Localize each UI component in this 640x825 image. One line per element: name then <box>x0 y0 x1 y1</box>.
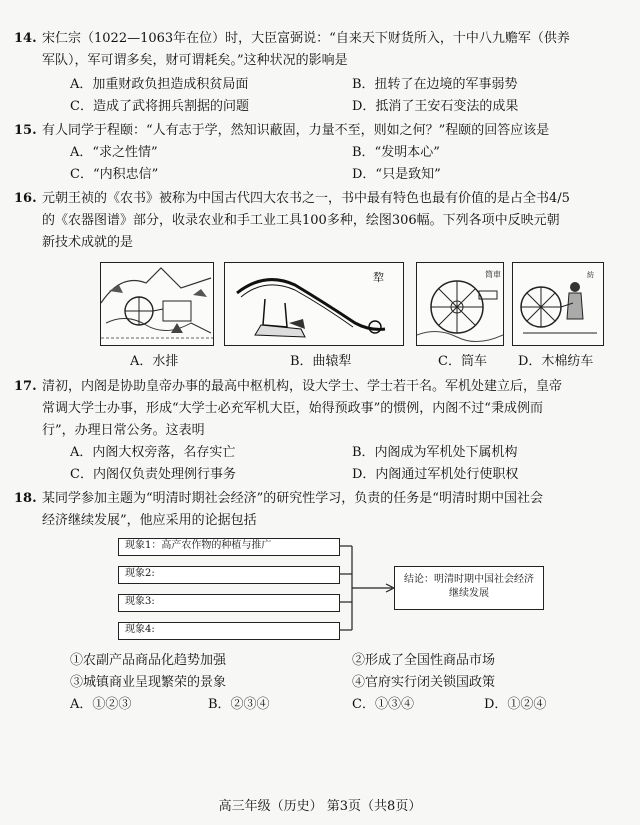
q17-option-b: B．内阁成为军机处下属机构 <box>352 445 518 460</box>
phenomenon-1-box: 现象1：高产农作物的种植与推广 <box>118 538 340 556</box>
q18-number: 18. <box>14 491 37 506</box>
q18-item-4: ④官府实行闭关锁国政策 <box>352 675 496 690</box>
q15-option-c: C．“内积忠信” <box>70 167 159 182</box>
q18-item-2: ②形成了全国性商品市场 <box>352 653 496 668</box>
q15-option-b: B．“发明本心” <box>352 145 440 160</box>
q17-stem-line3: 行”，办理日常公务。这表明 <box>42 423 205 438</box>
q16-caption-d: D．木棉纺车 <box>518 354 594 369</box>
q18-stem-line2: 经济继续发展”，他应采用的论据包括 <box>42 513 257 528</box>
svg-text:犂: 犂 <box>373 271 384 284</box>
q14-number: 14. <box>14 31 37 46</box>
q15-option-d: D．“只是致知” <box>352 167 441 182</box>
conclusion-line1: 结论：明清时期中国社会经济 <box>404 574 534 585</box>
svg-text:筒車: 筒車 <box>485 270 501 279</box>
q14-option-a: A．加重财政负担造成积贫局面 <box>70 77 249 92</box>
q14-option-b: B．扭转了在边境的军事弱势 <box>352 77 518 92</box>
q14-option-d: D．抵消了王安石变法的成果 <box>352 99 519 114</box>
conclusion-line2: 继续发展 <box>449 588 489 599</box>
q18-item-1: ①农副产品商品化趋势加强 <box>70 653 227 668</box>
q18-stem-line1: 某同学参加主题为“明清时期社会经济”的研究性学习，负责的任务是“明清时期中国社会 <box>42 491 543 506</box>
q16-stem-line2: 的《农器图谱》部分，收录农业和手工业工具100多种，绘图306幅。下列各项中反映元朝 <box>42 213 560 228</box>
q17-stem-line2: 常调大学士办事，形成“大学士必充军机大臣，始得预政事”的惯例，内阁不过“秉成例而 <box>42 401 543 416</box>
svg-text:紡: 紡 <box>587 271 594 279</box>
q16-stem-line1: 元朝王祯的《农书》被称为中国古代四大农书之一，书中最有特色也最有价值的是占全书4/5 <box>42 191 570 206</box>
q16-stem-line3: 新技术成就的是 <box>42 235 134 250</box>
q17-stem-line1: 清初，内阁是协助皇帝办事的最高中枢机构，设大学士、学士若干名。军机处建立后，皇帝 <box>42 379 563 394</box>
page-footer: 高三年级（历史） 第3页（共8页） <box>218 799 422 814</box>
q18-option-a: A．①②③ <box>70 697 132 712</box>
phenomenon-3-box: 现象3: <box>118 594 340 612</box>
q18-option-c: C．①③④ <box>352 697 414 712</box>
conclusion-box <box>394 566 544 610</box>
q14-stem-line1: 宋仁宗（1022—1063年在位）时，大臣富弼说：“自来天下财货所入，十中八九赡军（供养 <box>42 31 570 46</box>
q18-option-b: B．②③④ <box>208 697 270 712</box>
phenomenon-2-box: 现象2: <box>118 566 340 584</box>
q15-option-a: A．“求之性情” <box>70 145 158 160</box>
q16-caption-c: C．筒车 <box>438 354 487 369</box>
q14-stem-line2: 军队），军可谓多矣，财可谓耗矣。”这种状况的影响是 <box>42 53 348 68</box>
q16-number: 16. <box>14 191 37 206</box>
q17-option-d: D．内阁通过军机处行使职权 <box>352 467 519 482</box>
phenomenon-4-box: 现象4: <box>118 622 340 640</box>
q16-caption-b: B．曲辕犁 <box>290 354 352 369</box>
q17-number: 17. <box>14 379 37 394</box>
q17-option-a: A．内阁大权旁落，名存实亡 <box>70 445 236 460</box>
q16-caption-a: A．水排 <box>130 354 179 369</box>
q17-option-c: C．内阁仅负责处理例行事务 <box>70 467 236 482</box>
q14-option-c: C．造成了武将拥兵割据的问题 <box>70 99 249 114</box>
q15-number: 15. <box>14 123 37 138</box>
q18-option-d: D．①②④ <box>484 697 547 712</box>
q18-item-3: ③城镇商业呈现繁荣的景象 <box>70 675 227 690</box>
q15-stem: 有人同学于程颐：“人有志于学，然知识蔽固，力量不至，则如之何？”程颐的回答应该是 <box>42 123 550 138</box>
